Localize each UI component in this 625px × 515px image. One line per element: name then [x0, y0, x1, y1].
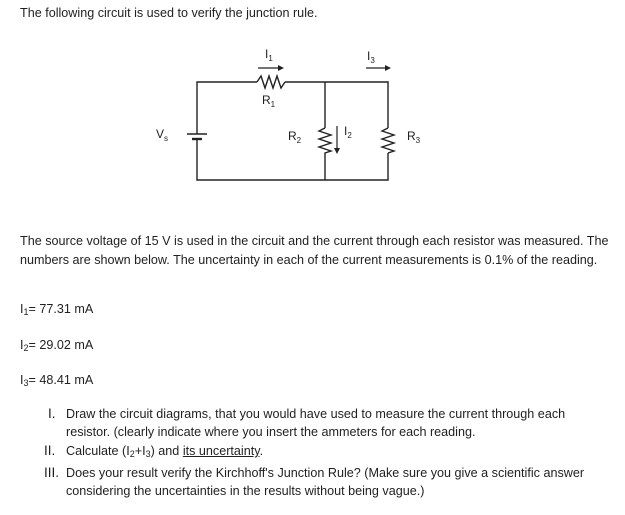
circuit-diagram	[0, 40, 625, 190]
wire-left-top	[197, 82, 257, 134]
resistor-r3	[382, 128, 394, 153]
wire-top-right	[285, 82, 388, 128]
question-list	[44, 405, 608, 501]
arrow-i1	[258, 65, 284, 71]
arrow-i2	[334, 126, 340, 154]
battery-vs	[187, 134, 207, 156]
resistor-r2	[319, 128, 331, 180]
description-paragraph: The source voltage of 15 V is used in the circuit and the current through each resistor was measured. The numbers are shown below. The uncertainty in each of the current measurements is 0.1% of the reading.	[20, 234, 609, 267]
question-text: Does your result verify the Kirchhoff's Junction Rule? (Make sure you give a scientific answer considering the uncertainties in the results without being vague.)	[66, 466, 585, 498]
label-i2: $I_2$	[344, 124, 352, 140]
measurement-i1: $I_1= 77.31$ mA	[20, 302, 94, 317]
measurement-i3: $I_3= 48.41$ mA	[20, 373, 94, 388]
underlined-phrase: its uncertainty	[182, 444, 260, 458]
question-text: Draw the circuit diagrams, that you would have used to measure the current through each resistor. (clearly indicate where you insert the ammeters for each reading.	[66, 407, 566, 439]
measurement-i2: $I_2= 29.02$ mA	[20, 338, 94, 353]
intro-text: The following circuit is used to verify the junction rule.	[20, 6, 318, 20]
question-1	[48, 405, 608, 441]
wire-left	[197, 153, 388, 180]
question-3	[44, 464, 608, 500]
resistor-r1	[257, 76, 285, 88]
label-r3: $R_3$	[407, 129, 421, 145]
label-r1: $R_1$	[262, 93, 276, 109]
question-number: I.	[48, 406, 56, 421]
question-2	[44, 442, 608, 463]
label-i3: $I_3$	[367, 49, 375, 65]
question-text: Calculate $(I_2+I_3)$ and its uncertainty.	[66, 444, 264, 459]
question-number: III.	[44, 465, 60, 480]
arrow-i3	[366, 65, 391, 71]
question-number: II.	[44, 443, 56, 458]
label-vs: $V_s$	[156, 127, 169, 143]
label-r2: $R_2$	[288, 129, 302, 145]
label-i1: $I_1$	[265, 47, 273, 63]
